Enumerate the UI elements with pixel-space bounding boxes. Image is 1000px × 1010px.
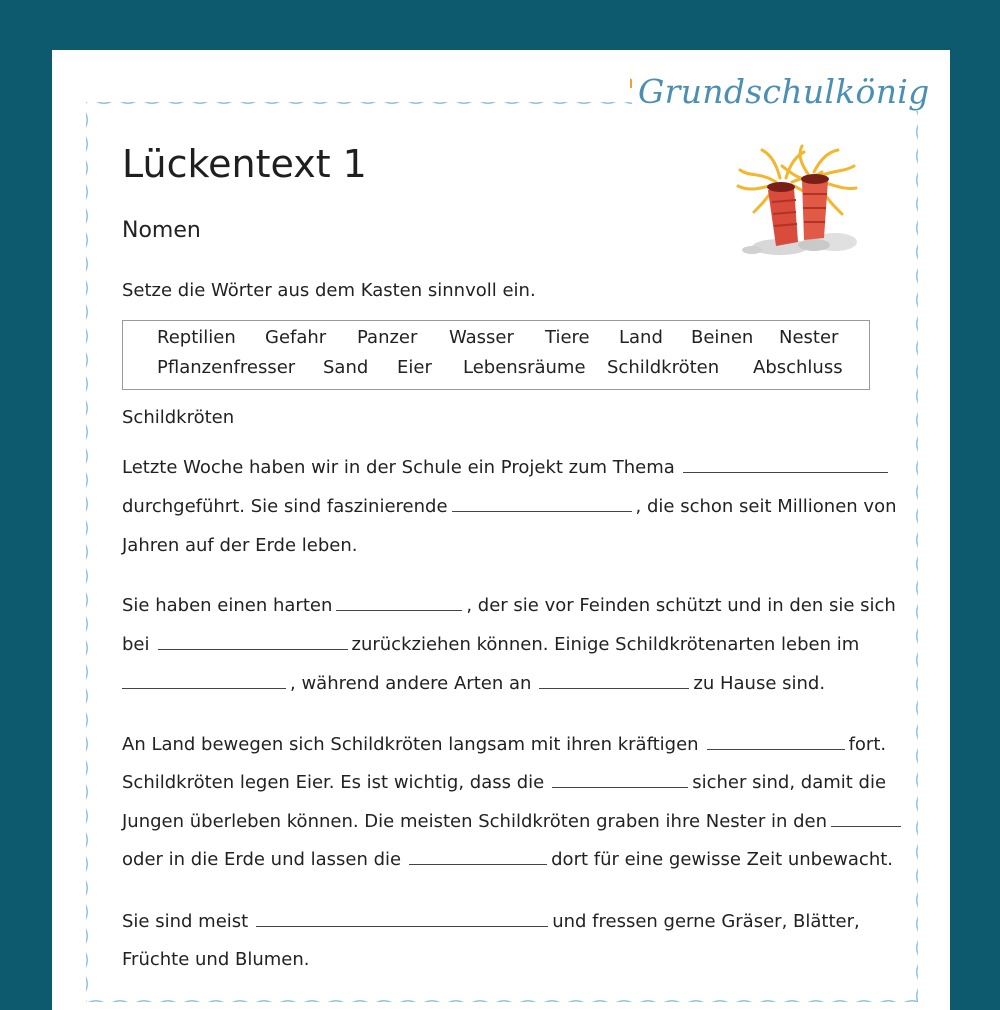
text-line [122, 911, 860, 935]
worksheet-title: Lückentext 1 [122, 142, 367, 186]
text-fragment: Sie sind meist [122, 911, 249, 932]
text-line [122, 849, 893, 873]
answer-blank[interactable] [158, 635, 348, 650]
word-box [122, 320, 870, 390]
text-fragment: Sie haben einen harten [122, 595, 333, 616]
text-fragment: Früchte und Blumen. [122, 949, 310, 970]
answer-blank[interactable] [409, 850, 547, 865]
text-line [122, 673, 825, 697]
word-item: Gefahr [265, 327, 327, 348]
text-line [122, 734, 886, 758]
text-line [122, 496, 897, 520]
text-line [122, 772, 886, 796]
text-heading: Schildkröten [122, 407, 235, 428]
word-item: Nester [779, 327, 839, 348]
answer-blank[interactable] [256, 912, 548, 927]
brand-logo [632, 72, 936, 111]
brand-name: Grundschulkönig [638, 72, 930, 111]
text-fragment: Jahren auf der Erde leben. [122, 535, 358, 556]
text-line [122, 457, 892, 481]
word-item: Land [619, 327, 663, 348]
word-item: Panzer [357, 327, 418, 348]
word-item: Reptilien [157, 327, 236, 348]
text-fragment: sicher sind, damit die [692, 772, 887, 793]
text-line [122, 949, 309, 973]
answer-blank[interactable] [539, 674, 689, 689]
worksheet-page [52, 50, 950, 1010]
word-item: Tiere [545, 327, 590, 348]
word-item: Lebensräume [463, 357, 586, 378]
text-fragment: Jungen überleben können. Die meisten Schildkröten graben ihre Nester in den [122, 811, 827, 832]
word-item: Wasser [449, 327, 514, 348]
text-fragment: fort. [848, 734, 887, 755]
text-fragment: oder in die Erde und lassen die [122, 849, 402, 870]
text-fragment: zu Hause sind. [693, 673, 826, 694]
text-line [122, 634, 859, 658]
answer-blank[interactable] [452, 497, 632, 512]
answer-blank[interactable] [336, 596, 462, 611]
word-item: Beinen [691, 327, 754, 348]
text-fragment: , die schon seit Millionen von [635, 496, 897, 517]
text-line [122, 595, 896, 619]
text-fragment: , der sie vor Feinden schützt und in den sie sich [466, 595, 896, 616]
answer-blank[interactable] [707, 735, 845, 750]
answer-blank[interactable] [683, 458, 888, 473]
answer-blank[interactable] [122, 674, 286, 689]
text-fragment: Schildkröten legen Eier. Es ist wichtig, dass die [122, 772, 545, 793]
text-line [122, 535, 357, 559]
worksheet-subtitle: Nomen [122, 218, 201, 243]
text-fragment: , während andere Arten an [290, 673, 532, 694]
text-fragment: bei [122, 634, 150, 655]
answer-blank[interactable] [831, 812, 901, 827]
text-fragment: An Land bewegen sich Schildkröten langsam mit ihren kräftigen [122, 734, 699, 755]
worksheet-instruction: Setze die Wörter aus dem Kasten sinnvoll ein. [122, 280, 536, 301]
sea-anemone-illustration [710, 142, 890, 262]
word-item: Abschluss [753, 357, 843, 378]
text-fragment: zurückziehen können. Einige Schildkrötenarten leben im [351, 634, 860, 655]
word-item: Sand [323, 357, 369, 378]
answer-blank[interactable] [552, 773, 688, 788]
text-line [122, 811, 905, 835]
word-item: Schildkröten [607, 357, 720, 378]
text-fragment: dort für eine gewisse Zeit unbewacht. [551, 849, 894, 870]
text-fragment: durchgeführt. Sie sind faszinierende [122, 496, 448, 517]
text-fragment: und fressen gerne Gräser, Blätter, [552, 911, 860, 932]
word-item: Eier [397, 357, 432, 378]
word-item: Pflanzenfresser [157, 357, 296, 378]
text-fragment: Letzte Woche haben wir in der Schule ein Projekt zum Thema [122, 457, 675, 478]
